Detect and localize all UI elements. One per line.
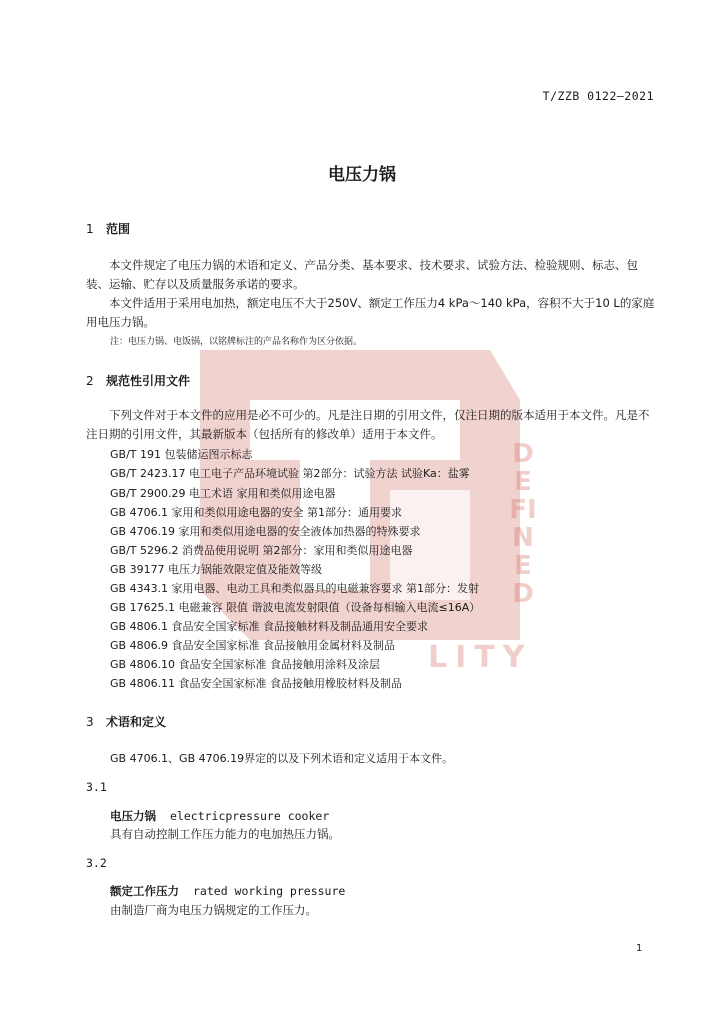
reference-item: GB 17625.1 电磁兼容 限值 谐波电流发射限值（设备每相输入电流≤16A） [110, 601, 481, 614]
reference-item: GB 4343.1 家用电器、电动工具和类似器具的电磁兼容要求 第1部分：发射 [110, 582, 480, 595]
term-entry [110, 808, 329, 824]
reference-item: GB/T 2900.29 电工术语 家用和类似用途电器 [110, 487, 336, 500]
terms-intro: GB 4706.1、GB 4706.19界定的以及下列术语和定义适用于本文件。 [110, 752, 454, 765]
reference-item: GB 4806.10 食品安全国家标准 食品接触用涂料及涂层 [110, 658, 381, 671]
reference-item: GB 39177 电压力锅能效限定值及能效等级 [110, 563, 323, 576]
reference-item: GB 4806.1 食品安全国家标准 食品接触材料及制品通用安全要求 [110, 620, 429, 633]
section-heading-scope [86, 220, 130, 237]
section-title: 范围 [106, 222, 131, 236]
reference-item: GB 4706.19 家用和类似用途电器的安全液体加热器的特殊要求 [110, 525, 421, 538]
normative-intro: 下列文件对于本文件的应用是必不可少的。凡是注日期的引用文件，仅注日期的版本适用于本文件。凡是不注日期的引用文件，其最新版本（包括所有的修改单）适用于本文件。 [86, 408, 650, 441]
term-chinese: 额定工作压力 [110, 884, 179, 898]
scope-note: 注：电压力锅、电饭锅，以铭牌标注的产品名称作为区分依据。 [110, 337, 363, 347]
reference-item: GB/T 5296.2 消费品使用说明 第2部分：家用和类似用途电器 [110, 544, 413, 557]
section-number: 2 [86, 374, 94, 388]
reference-item: GB 4706.1 家用和类似用途电器的安全 第1部分：通用要求 [110, 506, 403, 519]
term-english: rated working pressure [193, 884, 346, 898]
term-number: 3.2 [86, 856, 107, 870]
section-heading-terms [86, 713, 166, 730]
section-title: 术语和定义 [106, 715, 167, 729]
scope-paragraph-1: 本文件规定了电压力锅的术语和定义、产品分类、基本要求、技术要求、试验方法、检验规则、标志、包装、运输、贮存以及质量服务承诺的要求。 [86, 258, 638, 291]
section-title: 规范性引用文件 [106, 374, 191, 388]
watermark-bottom-text: LITY [428, 640, 533, 675]
page-number: 1 [636, 943, 643, 954]
term-chinese: 电压力锅 [110, 809, 156, 823]
reference-item: GB/T 2423.17 电工电子产品环境试验 第2部分：试验方法 试验Ka：盐雾 [110, 467, 470, 480]
term-definition: 具有自动控制工作压力能力的电加热压力锅。 [110, 827, 340, 841]
section-number: 3 [86, 715, 94, 729]
term-english: electricpressure cooker [170, 809, 330, 823]
term-definition: 由制造厂商为电压力锅规定的工作压力。 [110, 903, 317, 917]
term-number: 3.1 [86, 780, 107, 794]
section-heading-normative [86, 372, 190, 389]
section-number: 1 [86, 222, 94, 236]
watermark-vertical-text: DEFINED [509, 439, 537, 609]
reference-item: GB/T 191 包装储运图示标志 [110, 448, 253, 461]
scope-paragraph-2: 本文件适用于采用电加热，额定电压不大于250V、额定工作压力4 kPa～140 kPa，容积不大于10 L的家庭用电压力锅。 [86, 296, 655, 329]
reference-item: GB 4806.9 食品安全国家标准 食品接触用金属材料及制品 [110, 639, 396, 652]
term-entry [110, 883, 345, 899]
document-title: 电压力锅 [328, 165, 396, 185]
standard-code: T/ZZB 0122—2021 [542, 89, 654, 103]
reference-item: GB 4806.11 食品安全国家标准 食品接触用橡胶材料及制品 [110, 677, 403, 690]
